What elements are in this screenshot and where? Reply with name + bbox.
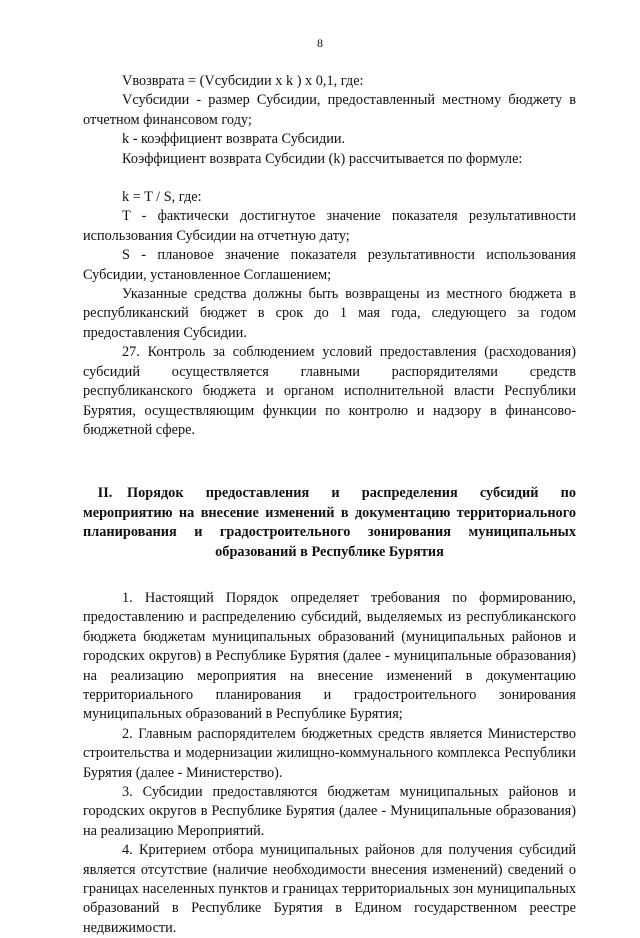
document-body (83, 72, 576, 938)
section-number: II. (97, 485, 113, 502)
formula-refund: Vвозврата = (Vсубсидии х k ) x 0,1, где: (122, 73, 364, 89)
paragraph-refund-deadline: Указанные средства должны быть возвращены из местного бюджета в республиканский бюджет в срок до 1 мая года, следующего за годом предоставления Субсидии. (83, 286, 576, 341)
paragraph-definition-s: S - плановое значение показателя результативности использования Субсидии, установленное Соглашением; (83, 247, 576, 283)
section-heading (83, 484, 576, 562)
paragraph-item-2: 2. Главным распорядителем бюджетных средств является Министерство строительства и модернизации жилищно-коммунального комплекса Республики Бурятия (далее - Министерство). (83, 725, 576, 781)
section-title: Порядок предоставления и распределения субсидий по мероприятию на внесение изменений в документацию территориального планирования и градостроительного зонирования муниципальных образований в Республике Бурятия (83, 485, 576, 560)
spacer (83, 440, 576, 484)
paragraph-item-4: 4. Критерием отбора муниципальных районов для получения субсидий является отсутствие (наличие необходимости внесения изменений) сведений о границах населенных пунктов и границах территориальных зон муниципальных образований в Республике Бурятия в Едином государственном реестре недвижимости. (83, 842, 576, 936)
paragraph-definition-k: k - коэффициент возврата Субсидии. (122, 131, 346, 148)
paragraph-item-1: 1. Настоящий Порядок определяет требования по формированию, предоставлению и распределению субсидий, выделяемых из республиканского бюджета бюджетам муниципальных образований (муниципальных районов и городских округов) в Республике Бурятия (далее - муниципальные образования) на реализацию мероприятия на внесение изменений в документацию территориального планирования и градостроительного зонирования муниципальных образований в Республике Бурятия; (83, 589, 576, 723)
page-number: 8 (317, 36, 323, 50)
paragraph-definition-t: T - фактически достигнутое значение показателя результативности использования Субсидии на отчетную дату; (83, 208, 576, 244)
paragraph-k-formula-intro: Коэффициент возврата Субсидии (k) рассчитывается по формуле: (122, 150, 523, 167)
spacer (83, 169, 576, 188)
formula-k: k = T / S, где: (122, 189, 202, 206)
spacer (83, 562, 576, 589)
paragraph-item-27: 27. Контроль за соблюдением условий предоставления (расходования) субсидий осуществляется главными распорядителями средств республиканского бюджета и органом исполнительной власти Республики Бурятия, осуществляющим функции по контролю и надзору в финансово-бюджетной сфере. (83, 344, 576, 438)
paragraph-definition-vsubsidy: Vсубсидии - размер Субсидии, предоставленный местному бюджету в отчетном финансовом году; (83, 92, 576, 128)
paragraph-item-3: 3. Субсидии предоставляются бюджетам муниципальных районов и городских округов в Республике Бурятия (далее - Муниципальные образования) на реализацию Мероприятий. (83, 784, 576, 839)
